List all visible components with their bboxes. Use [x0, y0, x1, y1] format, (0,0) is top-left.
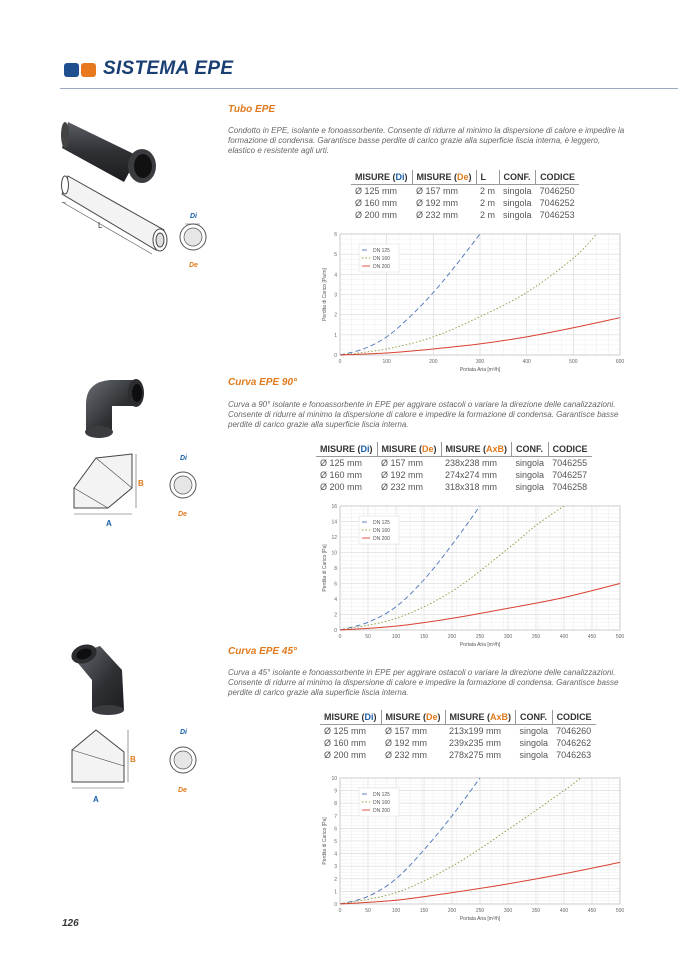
table-row [316, 469, 592, 481]
cell: 7046250 [539, 186, 575, 196]
tube-di-label: Di [190, 213, 197, 220]
x-tick-label: 400 [559, 634, 569, 640]
y-tick-label: 8 [334, 801, 337, 808]
x-tick-label: 400 [522, 359, 531, 365]
x-tick-label: 50 [365, 908, 371, 914]
y-tick-label: 3 [334, 864, 337, 871]
col-conf: CONF. [499, 170, 536, 185]
section-desc-curva90: Curva a 90° isolante e fonoassorbente in EPE per aggirare ostacoli o variare la direzione delle canalizzazioni. Consente di ridurre al minimo la dispersione di calore e impedire la formazione di condensa. Garantisce basse perdite di carico grazie alla superficie liscia interna. [228, 400, 619, 429]
cell: 7046262 [556, 738, 592, 748]
y-axis-label: Perdita di Carico [Pa] [322, 817, 328, 865]
y-tick-label: 8 [334, 566, 337, 572]
cell: Ø 200 mm [320, 482, 363, 492]
pressure-loss-chart-curva45 [318, 772, 628, 922]
y-tick-label: 0 [334, 353, 337, 359]
cell: 239x235 mm [449, 738, 502, 748]
col-conf: CONF. [516, 710, 553, 725]
x-tick-label: 50 [365, 634, 371, 640]
cell: Ø 232 mm [381, 482, 424, 492]
y-tick-label: 12 [331, 535, 337, 541]
x-tick-label: 100 [391, 634, 401, 640]
table-header-row [351, 170, 579, 185]
cell: Ø 125 mm [355, 186, 398, 196]
cell: Ø 192 mm [381, 470, 424, 480]
section-title-tubo: Tubo EPE [228, 104, 276, 115]
pressure-loss-chart-tubo [318, 228, 628, 373]
cell: 7046252 [539, 198, 575, 208]
col-codice: CODICE [536, 170, 580, 185]
logo-square-blue [64, 63, 79, 77]
x-tick-label: 100 [382, 359, 391, 365]
tube-de-label: De [189, 262, 198, 269]
col-misure-de: MISURE (De) [377, 442, 441, 457]
elbow90-di-label: Di [180, 455, 187, 462]
cell: 2 m [480, 210, 496, 220]
legend-label: DN 200 [373, 263, 390, 270]
y-tick-label: 6 [334, 826, 337, 833]
legend-label: DN 160 [373, 799, 390, 806]
elbow90-de-label: De [178, 511, 187, 518]
legend-label: DN 125 [373, 247, 390, 254]
cell: singola [503, 186, 532, 196]
table-row [351, 209, 579, 221]
cell: Ø 160 mm [355, 198, 398, 208]
x-tick-label: 150 [419, 908, 429, 914]
y-tick-label: 10 [331, 550, 337, 557]
elbow90-diagram [66, 448, 216, 530]
x-tick-label: 450 [587, 908, 597, 914]
table-header-row [316, 442, 592, 457]
col-misure-axb: MISURE (AxB) [445, 710, 516, 725]
table-row [316, 481, 592, 493]
cell: Ø 232 mm [416, 210, 459, 220]
elbow90-a-label: A [106, 519, 112, 528]
x-tick-label: 500 [615, 634, 625, 640]
cell: Ø 157 mm [381, 458, 424, 468]
elbow45-diagram [66, 722, 216, 806]
elbow45-de-label: De [178, 787, 187, 794]
x-tick-label: 350 [531, 634, 541, 640]
col-conf: CONF. [512, 442, 549, 457]
cell: 7046253 [539, 210, 575, 220]
y-tick-label: 4 [334, 851, 337, 858]
section-desc-curva45: Curva a 45° isolante e fonoassorbente in EPE per aggirare ostacoli o variare la direzione delle canalizzazioni. Consente di ridurre al minimo la dispersione di calore e impedire la formazione di condensa. Garantisce basse perdite di carico grazie alla superficie liscia interna. [228, 668, 619, 697]
cell: 213x199 mm [449, 726, 502, 736]
table-row [320, 725, 596, 738]
x-tick-label: 0 [338, 634, 342, 640]
col-misure-di: MISURE (Di) [320, 710, 381, 725]
cell: Ø 160 mm [324, 738, 367, 748]
x-tick-label: 150 [419, 634, 429, 640]
y-tick-label: 0 [334, 902, 337, 908]
cell: singola [515, 470, 545, 480]
legend-label: DN 200 [373, 535, 390, 542]
cell: singola [519, 726, 549, 736]
page-number: 126 [62, 918, 79, 929]
cell: 318x318 mm [445, 482, 498, 492]
cell: Ø 200 mm [355, 210, 398, 220]
cell: singola [515, 482, 545, 492]
y-tick-label: 4 [334, 597, 337, 603]
col-l: L [476, 170, 499, 185]
tube-diagram [60, 172, 210, 272]
y-tick-label: 16 [331, 504, 337, 510]
x-tick-label: 0 [338, 908, 342, 914]
cell: singola [519, 750, 549, 760]
cell: 2 m [480, 198, 496, 208]
cell: Ø 160 mm [320, 470, 363, 480]
elbow90-b-label: B [138, 479, 144, 488]
x-tick-label: 300 [503, 908, 513, 914]
pressure-loss-chart-curva90 [318, 500, 628, 648]
y-tick-label: 6 [334, 581, 337, 588]
x-axis-label: Portata Aria [m³/h] [459, 916, 501, 922]
cell: singola [503, 198, 532, 208]
cell: Ø 157 mm [416, 186, 459, 196]
cell: Ø 200 mm [324, 750, 367, 760]
table-row [316, 457, 592, 470]
cell: Ø 157 mm [385, 726, 428, 736]
y-tick-label: 9 [334, 788, 337, 795]
cell: 7046257 [552, 470, 588, 480]
elbow45-photo [66, 640, 138, 716]
table-row [351, 197, 579, 209]
header-divider [60, 88, 678, 89]
y-tick-label: 10 [331, 776, 337, 782]
x-tick-label: 300 [475, 359, 485, 365]
table-row [320, 749, 596, 761]
cell: 7046260 [556, 726, 592, 736]
col-misure-di: MISURE (Di) [316, 442, 377, 457]
legend-label: DN 125 [373, 791, 390, 798]
elbow45-a-label: A [93, 795, 99, 804]
y-axis-label: Perdita di Carico [Pa/m] [322, 268, 328, 321]
page-title: SISTEMA EPE [103, 58, 234, 79]
x-tick-label: 450 [587, 634, 597, 640]
table-row [320, 737, 596, 749]
y-tick-label: 5 [334, 252, 337, 259]
x-tick-label: 500 [615, 908, 625, 914]
x-tick-label: 400 [559, 908, 569, 914]
y-axis-label: Perdita di Carico [Pa] [322, 544, 328, 592]
legend-label: DN 200 [373, 807, 390, 814]
cell: 238x238 mm [445, 458, 498, 468]
y-tick-label: 4 [334, 272, 337, 279]
section-title-curva90: Curva EPE 90° [228, 377, 298, 388]
cell: singola [503, 210, 532, 220]
logo-square-orange [81, 63, 96, 77]
cell: 7046263 [556, 750, 592, 760]
y-tick-label: 1 [334, 332, 337, 339]
x-axis-label: Portata Aria [m³/h] [459, 367, 501, 373]
y-tick-label: 0 [334, 628, 337, 634]
y-tick-label: 2 [334, 876, 337, 883]
x-tick-label: 350 [531, 908, 541, 914]
x-tick-label: 250 [475, 908, 485, 914]
cell: singola [519, 738, 549, 748]
x-tick-label: 200 [429, 359, 438, 365]
cell: Ø 125 mm [320, 458, 363, 468]
cell: Ø 192 mm [416, 198, 459, 208]
elbow45-b-label: B [130, 755, 136, 764]
x-tick-label: 300 [503, 634, 513, 640]
cell: 2 m [480, 186, 496, 196]
cell: 274x274 mm [445, 470, 498, 480]
tube-length-label: L [98, 221, 103, 230]
col-codice: CODICE [548, 442, 592, 457]
col-misure-de: MISURE (De) [381, 710, 445, 725]
x-tick-label: 200 [447, 634, 457, 640]
legend-label: DN 160 [373, 527, 390, 534]
cell: Ø 232 mm [385, 750, 428, 760]
y-tick-label: 1 [334, 889, 337, 896]
x-axis-label: Portata Aria [m³/h] [459, 642, 501, 648]
cell: Ø 192 mm [385, 738, 428, 748]
spec-table-tubo [351, 170, 579, 221]
x-tick-label: 0 [338, 359, 342, 365]
section-desc-tubo: Condotto in EPE, isolante e fonoassorbente. Consente di ridurre al minimo la dispersione di calore e impedire la formazione di condensa. Garantisce basse perdite di carico grazie alla superficie liscia interna, è leggero, elastico e resistente agli urti. [228, 126, 625, 155]
table-header-row [320, 710, 596, 725]
y-tick-label: 5 [334, 839, 337, 845]
x-tick-label: 250 [475, 634, 485, 640]
spec-table-curva90 [316, 442, 592, 493]
col-misure-de: MISURE (De) [412, 170, 476, 185]
col-misure-di: MISURE (Di) [351, 170, 412, 185]
y-tick-label: 7 [334, 813, 337, 820]
section-title-curva45: Curva EPE 45° [228, 646, 298, 657]
cell: Ø 125 mm [324, 726, 367, 736]
cell: 7046258 [552, 482, 588, 492]
y-tick-label: 3 [334, 292, 337, 299]
legend-label: DN 125 [373, 519, 390, 526]
y-tick-label: 14 [331, 519, 337, 526]
cell: 278x275 mm [449, 750, 502, 760]
x-tick-label: 200 [447, 908, 457, 914]
y-tick-label: 6 [334, 232, 337, 238]
legend-label: DN 160 [373, 255, 390, 262]
elbow90-photo [74, 374, 154, 442]
table-row [351, 185, 579, 198]
elbow45-di-label: Di [180, 729, 187, 736]
cell: 7046255 [552, 458, 588, 468]
col-codice: CODICE [552, 710, 596, 725]
x-tick-label: 500 [569, 359, 578, 365]
y-tick-label: 2 [334, 312, 337, 319]
cell: singola [515, 458, 545, 468]
x-tick-label: 100 [391, 908, 401, 914]
x-tick-label: 600 [615, 359, 625, 365]
spec-table-curva45 [320, 710, 596, 761]
col-misure-axb: MISURE (AxB) [441, 442, 512, 457]
y-tick-label: 2 [334, 612, 337, 619]
